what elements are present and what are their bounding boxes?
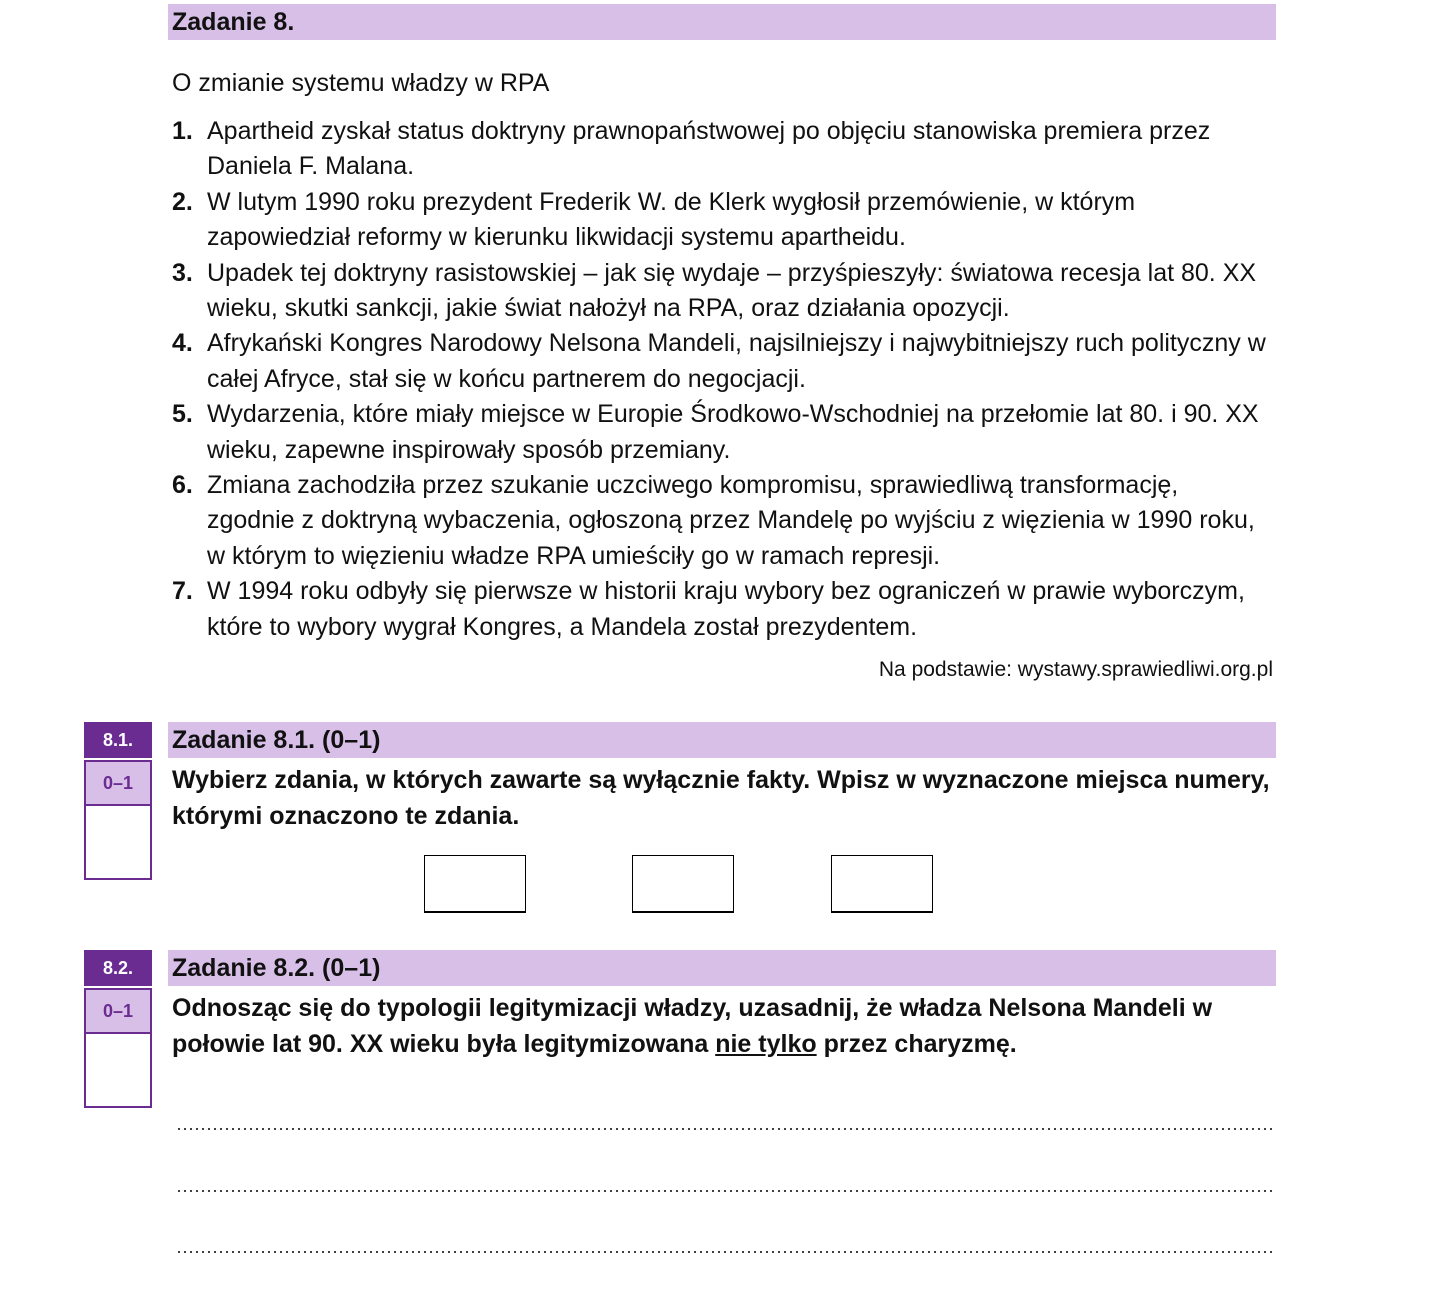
score-badge: 0–1 — [84, 988, 152, 1034]
item-text: Wydarzenia, które miały miejsce w Europie Środkowo-Wschodniej na przełomie lat 80. i 90. XX wieku, zapewne inspirowały sposób przemiany. — [207, 400, 1259, 464]
score-box[interactable] — [84, 806, 152, 880]
item-number: 5. — [172, 400, 193, 429]
task-header: Zadanie 8. — [168, 4, 1276, 40]
item-text: W lutym 1990 roku prezydent Frederik W. de Klerk wygłosił przemówienie, w którym zapowiedział reformy w kierunku likwidacji systemu apartheidu. — [207, 187, 1136, 252]
sentence-list — [172, 114, 1272, 645]
emphasis-text: nie tylko — [715, 1030, 817, 1058]
list-item — [172, 326, 1272, 397]
subtask-instruction — [172, 990, 1272, 1062]
item-number: 1. — [172, 117, 193, 145]
subtask-label: 8.1. — [84, 722, 152, 758]
task-intro: O zmianie systemu władzy w RPA — [172, 69, 550, 97]
answer-box-1[interactable] — [424, 855, 526, 913]
item-text: Zmiana zachodziła przez szukanie uczciwego kompromisu, sprawiedliwą transformację, zgodnie z doktryną wybaczenia, ogłoszoną przez Mandelę po wyjściu z więzienia w 1990 roku, w którym to więzieniu władze RPA umieściły go w ramach represji. — [207, 471, 1255, 570]
answer-line[interactable] — [176, 1128, 1272, 1130]
instruction-text: przez charyzmę. — [816, 1030, 1017, 1058]
list-item — [172, 256, 1272, 327]
item-text: Afrykański Kongres Narodowy Nelsona Mandeli, najsilniejszy i najwybitniejszy ruch polityczny w całej Afryce, stał się w końcu partnerem do negocjacji. — [207, 329, 1266, 393]
subtask-label: 8.2. — [84, 950, 152, 986]
item-text: Upadek tej doktryny rasistowskiej – jak się wydaje – przyśpieszyły: światowa recesja lat 80. XX wieku, skutki sankcji, jakie świat nałożył na RPA, oraz działania opozycji. — [207, 258, 1257, 323]
answer-line[interactable] — [176, 1190, 1272, 1192]
item-number: 7. — [172, 577, 193, 606]
subtask-instruction: Wybierz zdania, w których zawarte są wyłącznie fakty. Wpisz w wyznaczone miejsca numery, którymi oznaczono te zdania. — [172, 766, 1270, 830]
list-item — [172, 468, 1272, 574]
subtask-header: Zadanie 8.1. (0–1) — [168, 722, 1276, 758]
answer-line[interactable] — [176, 1251, 1272, 1253]
item-number: 2. — [172, 187, 193, 216]
subtask-header: Zadanie 8.2. (0–1) — [168, 950, 1276, 986]
item-number: 3. — [172, 258, 193, 287]
score-box[interactable] — [84, 1034, 152, 1108]
answer-box-2[interactable] — [632, 855, 734, 913]
source-citation: Na podstawie: wystawy.sprawiedliwi.org.pl — [878, 658, 1273, 681]
answer-box-3[interactable] — [831, 855, 933, 913]
item-text: W 1994 roku odbyły się pierwsze w historii kraju wybory bez ograniczeń w prawie wyborczym, które to wybory wygrał Kongres, a Mandela został prezydentem. — [207, 577, 1245, 641]
list-item — [172, 114, 1272, 185]
item-number: 4. — [172, 329, 193, 358]
score-badge: 0–1 — [84, 760, 152, 806]
item-number: 6. — [172, 471, 193, 500]
list-item — [172, 574, 1272, 645]
list-item — [172, 185, 1272, 256]
item-text: Apartheid zyskał status doktryny prawnopaństwowej po objęciu stanowiska premiera przez Daniela F. Malana. — [207, 117, 1211, 181]
list-item — [172, 397, 1272, 468]
instruction-text: Odnosząc się do typologii legitymizacji władzy, uzasadnij, że władza Nelsona Mandeli w połowie lat 90. XX wieku była legitymizowana — [172, 994, 1213, 1058]
